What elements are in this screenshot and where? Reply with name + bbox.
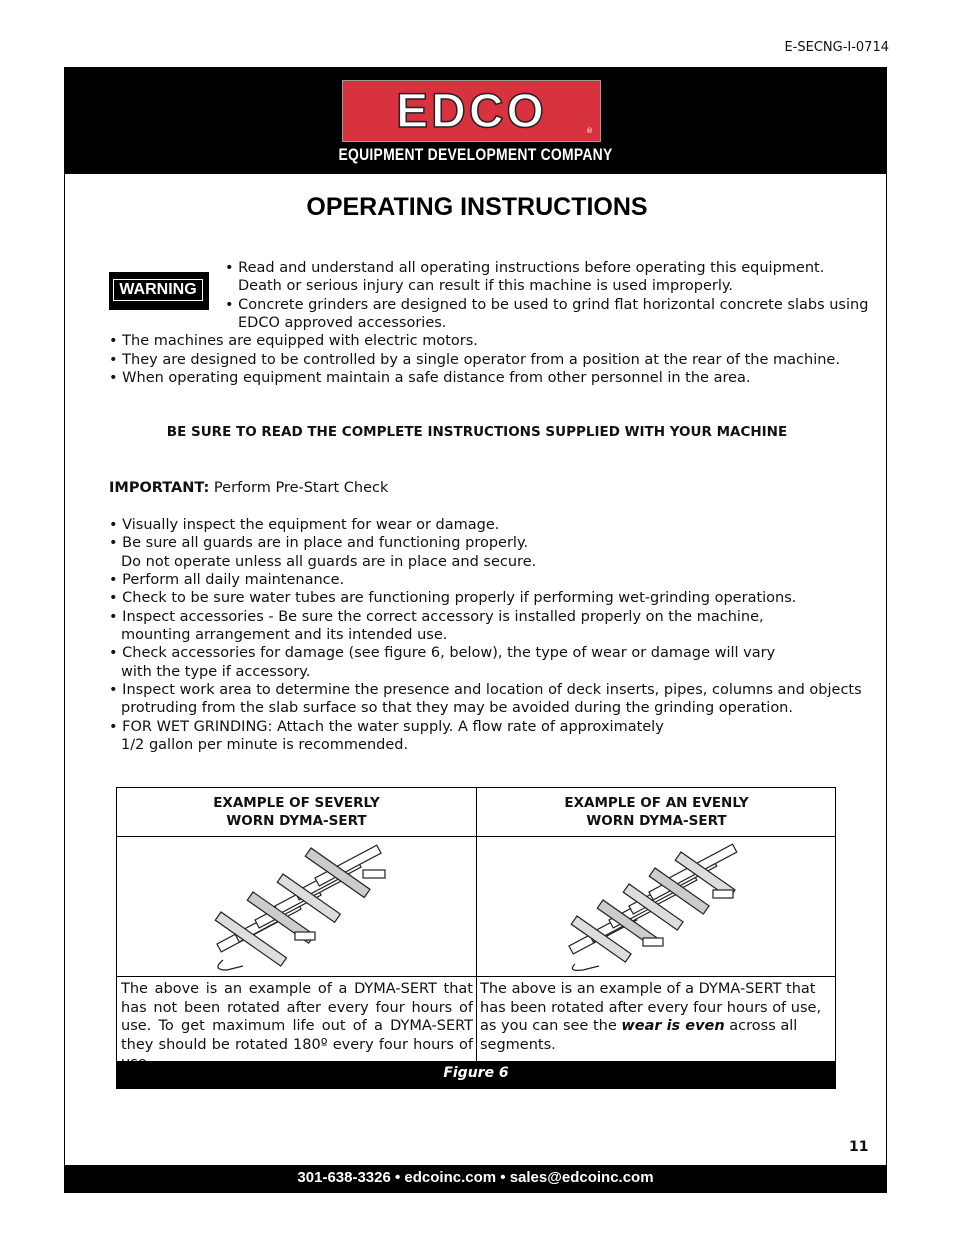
right-desc-emphasis: wear is even <box>621 1018 725 1034</box>
registered-mark: ® <box>586 127 593 135</box>
checklist-item: • FOR WET GRINDING: Attach the water supply. A flow rate of approximately <box>109 719 664 735</box>
heading-line: WORN DYMA-SERT <box>226 813 367 829</box>
important-line <box>109 479 388 497</box>
checklist-item: protruding from the slab surface so that they may be avoided during the grinding operation. <box>121 700 793 716</box>
checklist-item: • Check to be sure water tubes are functioning properly if performing wet-grinding operations. <box>109 590 797 606</box>
header-banner <box>65 68 886 174</box>
warning-badge <box>109 272 209 310</box>
read-instructions-notice: BE SURE TO READ THE COMPLETE INSTRUCTIONS SUPPLIED WITH YOUR MACHINE <box>166 424 788 440</box>
checklist-item: • Inspect work area to determine the presence and location of deck inserts, pipes, columns and objects <box>109 682 862 698</box>
figure-caption: Figure 6 <box>117 1061 835 1088</box>
row-divider <box>117 836 835 837</box>
heading-line: WORN DYMA-SERT <box>586 813 727 829</box>
warning-line: • Read and understand all operating instructions before operating this equipment. <box>225 260 825 276</box>
warning-line: • They are designed to be controlled by a single operator from a position at the rear of the machine. <box>109 352 840 368</box>
warning-label: WARNING <box>113 279 203 301</box>
important-text: Perform Pre-Start Check <box>213 480 389 496</box>
page-number: 11 <box>849 1139 869 1155</box>
right-column-heading <box>477 794 836 830</box>
edco-logo <box>342 80 601 142</box>
checklist-item: • Perform all daily maintenance. <box>109 572 345 588</box>
checklist-item: • Inspect accessories - Be sure the correct accessory is installed properly on the machine, <box>109 609 764 625</box>
left-description: The above is an example of a DYMA-SERT that has not been rotated after every four hours of use. To get maximum life out of a DYMA-SERT they should be rotated 180º every four hours of <box>121 981 473 1053</box>
warning-line: Death or serious injury can result if this machine is used improperly. <box>238 278 733 294</box>
checklist-item: Do not operate unless all guards are in place and secure. <box>121 554 537 570</box>
checklist-item: • Check accessories for damage (see figure 6, below), the type of wear or damage will vary <box>109 645 776 661</box>
checklist-item: • Be sure all guards are in place and functioning properly. <box>109 535 529 551</box>
warning-line: • When operating equipment maintain a safe distance from other personnel in the area. <box>109 370 751 386</box>
warning-line: • Concrete grinders are designed to be used to grind flat horizontal concrete slabs using <box>225 297 869 313</box>
right-desc-text: The above is an example of a DYMA-SERT that has been rotated after every four hours of use, as you can see the <box>480 981 822 1034</box>
heading-line: EXAMPLE OF AN EVENLY <box>564 795 749 811</box>
right-desc-text-end: across all segments. <box>480 1018 798 1053</box>
checklist-item: 1/2 gallon per minute is recommended. <box>121 737 409 753</box>
page-title: OPERATING INSTRUCTIONS <box>306 193 648 221</box>
important-label: IMPORTANT: <box>109 480 210 496</box>
company-name: EQUIPMENT DEVELOPMENT COMPANY <box>338 145 613 164</box>
checklist-item: with the type if accessory. <box>121 664 311 680</box>
heading-line: EXAMPLE OF SEVERLY <box>213 795 380 811</box>
warning-line: EDCO approved accessories. <box>238 315 447 331</box>
evenly-worn-dyma-sert-illustration <box>563 842 753 974</box>
left-column-heading <box>117 794 476 830</box>
severely-worn-dyma-sert-illustration <box>203 842 393 974</box>
figure-6-table <box>116 787 836 1089</box>
right-description <box>480 980 832 1054</box>
contact-footer: 301-638-3326 • edcoinc.com • sales@edcoinc.com <box>65 1165 886 1192</box>
row-divider <box>117 976 835 977</box>
logo-brand: EDCO <box>396 85 547 138</box>
checklist-item: mounting arrangement and its intended use. <box>121 627 448 643</box>
warning-line: • The machines are equipped with electric motors. <box>109 333 478 349</box>
document-code: E-SECNG-I-0714 <box>784 40 889 55</box>
checklist-item: • Visually inspect the equipment for wear or damage. <box>109 517 500 533</box>
